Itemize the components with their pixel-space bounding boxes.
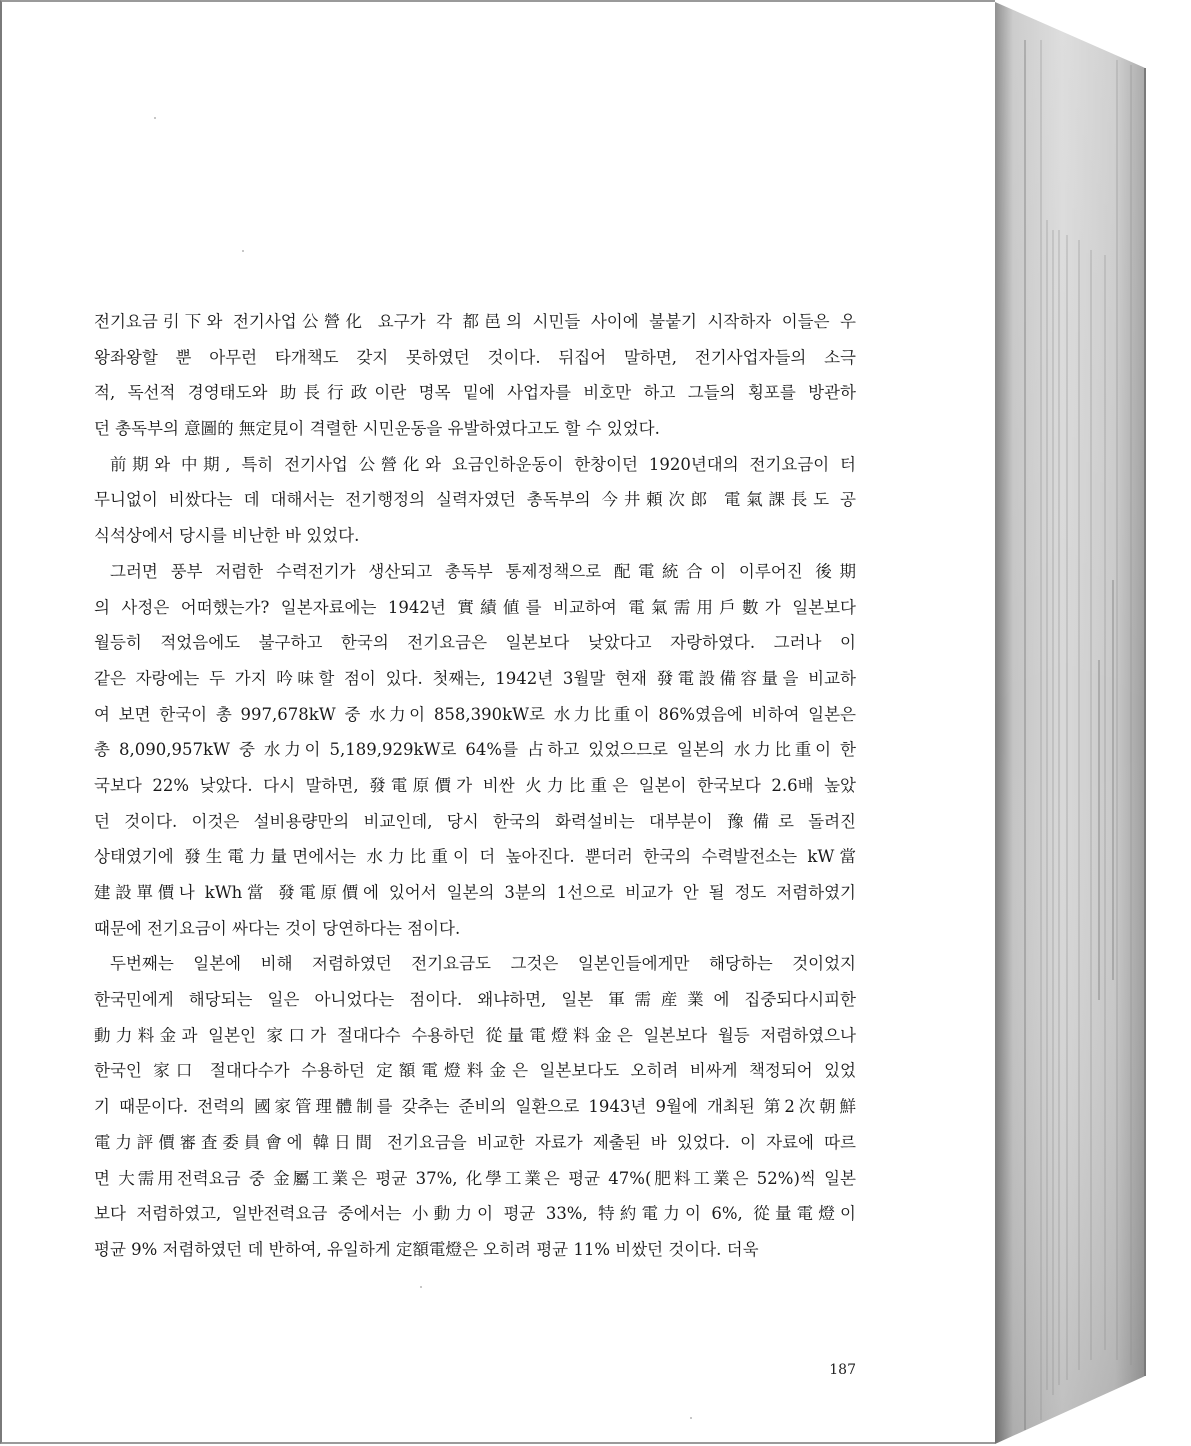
text-line: 한국민에게 해당되는 일은 아니었다는 점이다. 왜냐하면, 일본 軍需産業에 집중되다시피한 xyxy=(94,990,856,1010)
text-line: 무니없이 비쌌다는 데 대해서는 전기행정의 실력자였던 총독부의 今井頼次郎 電氣課長도 공 xyxy=(94,490,856,510)
text-line: 적, 독선적 경영태도와 助長行政이란 명목 밑에 사업자를 비호만 하고 그들의 횡포를 방관하 xyxy=(94,383,856,403)
text-line: 前期와 中期, 특히 전기사업 公營化와 요금인하운동이 한창이던 1920년대의 전기요금이 터 xyxy=(110,454,856,474)
text-line: 보다 저렴하였고, 일반전력요금 중에서는 小動力이 평균 33%, 特約電力이 6%, 從量電燈이 xyxy=(94,1204,856,1224)
text-line: 총 8,090,957kW 중 水力이 5,189,929kW로 64%를 占하고 있었으므로 일본의 水力比重이 한 xyxy=(94,740,856,760)
text-line: 전기요금引下와 전기사업公營化 요구가 각 都邑의 시민들 사이에 불붙기 시작하자 이들은 우 xyxy=(94,312,856,331)
stack-shade xyxy=(995,2,1145,1444)
scan-speck xyxy=(242,250,244,252)
text-line: 기 때문이다. 전력의 國家管理體制를 갖추는 준비의 일환으로 1943년 9월에 개최된 第2次朝鮮 xyxy=(94,1097,856,1117)
body-text xyxy=(94,304,856,1268)
scan-speck xyxy=(154,117,156,119)
scan-speck xyxy=(690,1417,692,1419)
text-line: 국보다 22% 낮았다. 다시 말하면, 發電原價가 비싼 火力比重은 일본이 한국보다 2.6배 높았 xyxy=(94,775,856,795)
text-line: 電力評價審査委員會에 韓日間 전기요금을 비교한 자료가 제출된 바 있었다. 이 자료에 따르 xyxy=(94,1132,856,1152)
text-line: 평균 9% 저렴하였던 데 반하여, 유일하게 定額電燈은 오히려 평균 11% 비쌌던 것이다. 더욱 xyxy=(94,1239,759,1259)
page-stack-edge xyxy=(995,0,1191,1446)
text-line: 의 사정은 어떠했는가? 일본자료에는 1942년 實績値를 비교하여 電氣需用戶數가 일본보다 xyxy=(94,597,856,617)
text-line: 같은 자랑에는 두 가지 吟味할 점이 있다. 첫째는, 1942년 3월말 현재 發電設備容量을 비교하 xyxy=(94,668,856,688)
text-line: 그러면 풍부 저렴한 수력전기가 생산되고 총독부 통제정책으로 配電統合이 이루어진 後期 xyxy=(110,561,856,581)
text-line: 두번째는 일본에 비해 저렴하였던 전기요금도 그것은 일본인들에게만 해당하는 것이었지 xyxy=(110,954,856,974)
scan-speck xyxy=(420,1286,422,1288)
text-line: 식석상에서 당시를 비난한 바 있었다. xyxy=(94,526,360,546)
text-line: 던 총독부의 意圖的 無定見이 격렬한 시민운동을 유발하였다고도 할 수 있었다. xyxy=(94,419,660,439)
text-line: 면 大需用전력요금 중 金屬工業은 평균 37%, 化學工業은 평균 47%(肥料工業은 52%)씩 일본 xyxy=(94,1168,856,1188)
text-line: 때문에 전기요금이 싸다는 것이 당연하다는 점이다. xyxy=(94,918,461,938)
page-number: 187 xyxy=(829,1362,856,1378)
text-line: 왕좌왕할 뿐 아무런 타개책도 갖지 못하였던 것이다. 뒤집어 말하면, 전기사업자들의 소극 xyxy=(94,347,856,367)
text-line: 여 보면 한국이 총 997,678kW 중 水力이 858,390kW로 水力比重이 86%였음에 비하여 일본은 xyxy=(94,704,856,724)
text-line: 한국인 家口 절대다수가 수용하던 定額電燈料金은 일본보다도 오히려 비싸게 책정되어 있었 xyxy=(94,1061,856,1081)
text-line: 월등히 적었음에도 불구하고 한국의 전기요금은 일본보다 낮았다고 자랑하였다. 그러나 이 xyxy=(94,633,856,653)
text-line: 상태였기에 發生電力量면에서는 水力比重이 더 높아진다. 뿐더러 한국의 수력발전소는 kW當 xyxy=(94,847,856,867)
text-line: 動力料金과 일본인 家口가 절대다수 수용하던 從量電燈料金은 일본보다 월등 저렴하였으나 xyxy=(94,1025,856,1045)
text-line: 建設單價나 kWh當 發電原價에 있어서 일본의 3분의 1선으로 비교가 안 될 정도 저렴하였기 xyxy=(94,883,856,902)
text-line: 던 것이다. 이것은 설비용량만의 비교인데, 당시 한국의 화력설비는 대부분이 豫備로 돌려진 xyxy=(94,811,856,831)
